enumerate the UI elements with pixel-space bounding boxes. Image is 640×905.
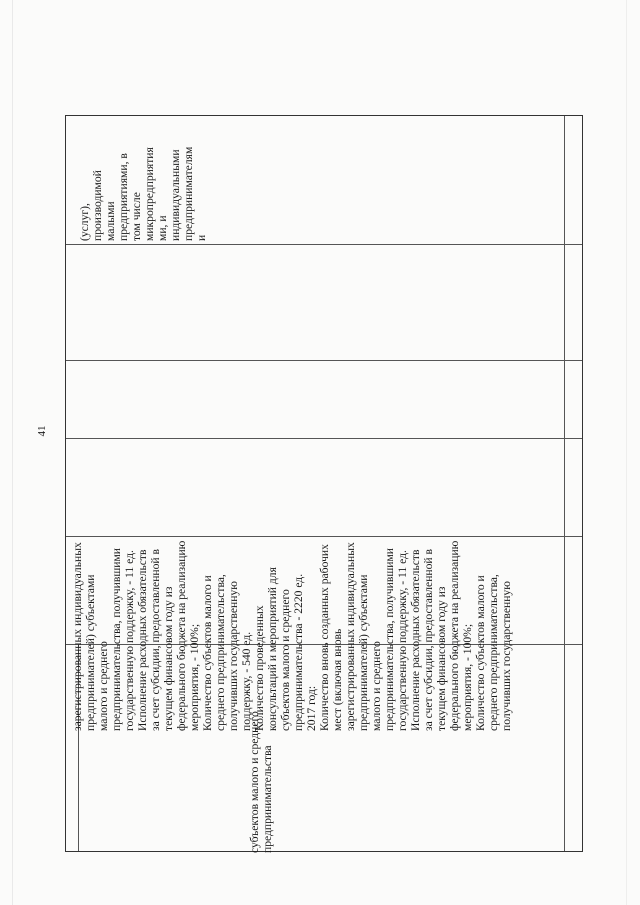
indicator-line: 2017 год: <box>305 685 318 731</box>
result-line: ми, и <box>156 215 169 241</box>
indicator-line: Исполнение расходных обязательств <box>136 549 149 731</box>
indicator-line: за счет субсидии, предоставленной в <box>149 549 162 731</box>
indicator-line: предпринимательства, получившими <box>110 548 123 731</box>
indicator-line: текущем финансовом году из <box>435 586 448 731</box>
indicators-cell <box>71 241 516 731</box>
program-line: предпринимательства <box>261 745 274 853</box>
result-line: индивидуальными <box>169 149 182 241</box>
indicator-line: Исполнение расходных обязательств <box>409 549 422 731</box>
result-line: малыми <box>104 201 117 241</box>
indicator-line: Количество вновь созданных рабочих <box>318 544 331 731</box>
indicator-line: предпринимателей) субъектами <box>84 574 97 731</box>
indicator-line: мероприятия, - 100%; <box>461 623 474 731</box>
indicator-line: мест (включая вновь <box>331 628 344 731</box>
indicator-line: Количество проведенных <box>253 605 266 731</box>
indicator-line: малого и среднего <box>370 641 383 731</box>
indicator-line: предпринимательства, получившими <box>383 548 396 731</box>
program-table <box>65 115 583 852</box>
indicator-line: текущем финансовом году из <box>162 586 175 731</box>
result-line: том числе <box>130 192 143 241</box>
indicator-line: Количество субъектов малого и <box>474 575 487 731</box>
indicator-line: получивших государственную <box>500 581 513 731</box>
indicator-line: федерального бюджета на реализацию <box>448 540 461 731</box>
indicator-line: мероприятия, - 100%; <box>188 623 201 731</box>
result-line: микропредприятия <box>143 147 156 241</box>
indicator-line: Количество субъектов малого и <box>201 575 214 731</box>
column-divider-right <box>564 116 565 851</box>
indicator-line: получивших государственную <box>227 581 240 731</box>
result-line: и <box>195 234 208 241</box>
scan-artifact-left <box>12 0 13 905</box>
result-line: предприятиями, в <box>117 153 130 241</box>
indicator-line: малого и среднего <box>97 641 110 731</box>
result-cell <box>78 119 218 241</box>
indicator-line: за счет субсидии, предоставленной в <box>422 549 435 731</box>
indicator-line: государственную поддержку, - 11 ед. <box>123 550 136 731</box>
indicator-line: федерального бюджета на реализацию <box>175 540 188 731</box>
indicator-line: зарегистрированных индивидуальных <box>71 542 84 731</box>
result-line: (услуг), <box>78 203 91 241</box>
result-line: предпринимателям <box>182 146 195 241</box>
indicator-line: субъектов малого и среднего <box>279 589 292 731</box>
scan-artifact-right <box>626 0 627 905</box>
result-line: производимой <box>91 170 104 241</box>
program-line: субъектов малого и среднего <box>248 711 261 853</box>
indicator-line: зарегистрированных индивидуальных <box>344 542 357 731</box>
page-number: 41 <box>36 425 48 437</box>
indicator-line: консультаций и мероприятий для <box>266 567 279 731</box>
indicator-line: государственную поддержку, - 11 ед. <box>396 550 409 731</box>
indicator-line: предпринимательства - 2220 ед. <box>292 573 305 731</box>
indicator-line: среднего предпринимательства, <box>214 574 227 731</box>
indicator-line: предпринимателей) субъектами <box>357 574 370 731</box>
indicator-line: среднего предпринимательства, <box>487 574 500 731</box>
indicator-line: поддержку, - 540 ед. <box>240 631 253 731</box>
